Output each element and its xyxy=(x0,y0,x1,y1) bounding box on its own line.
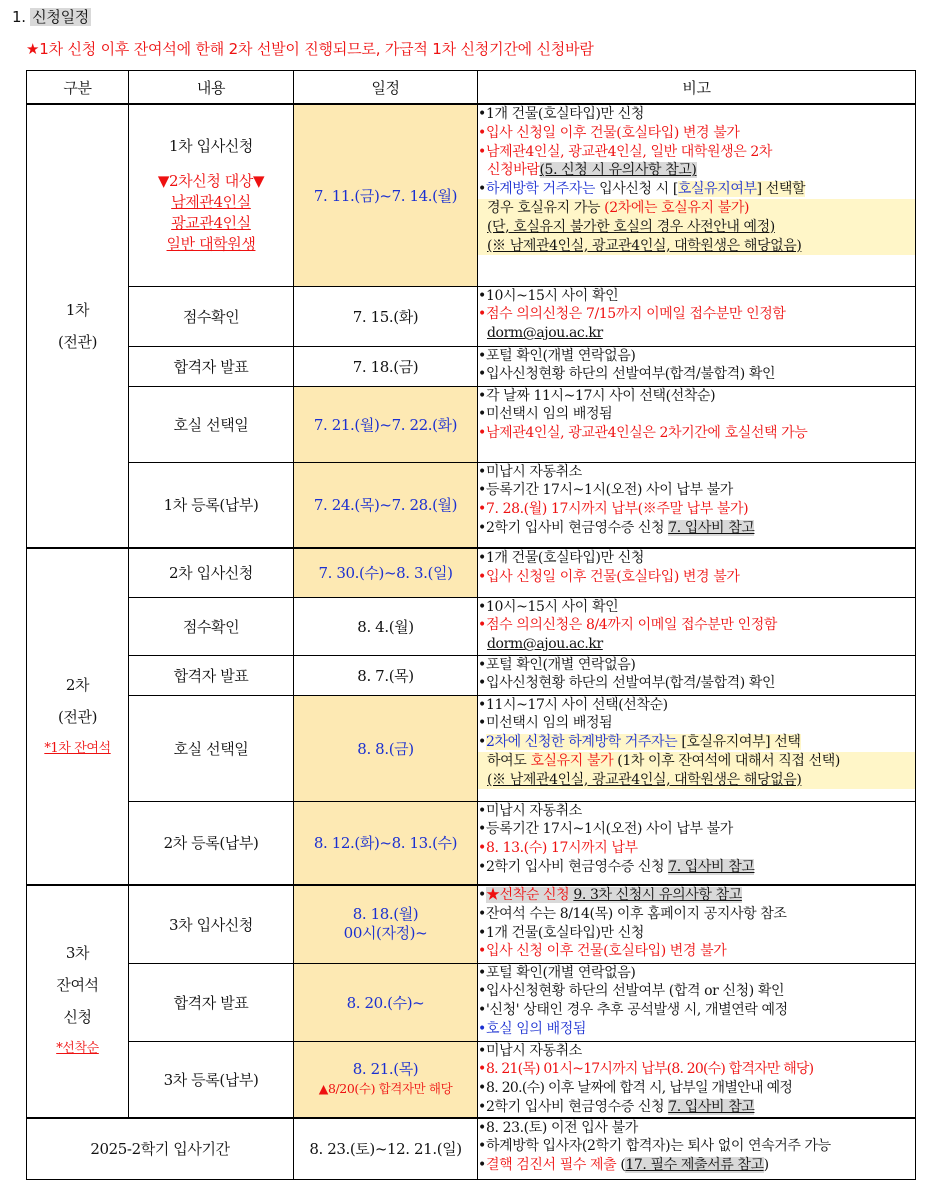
note-text: 하계방학 거주자는 xyxy=(486,181,596,198)
col-header-date: 일정 xyxy=(294,71,478,105)
round1-apply-sub3: 광교관4인실 xyxy=(171,213,251,232)
note-text: 8. 13.(수) 17시까지 납부 xyxy=(486,840,638,857)
round1-label-line2: (전관) xyxy=(57,333,98,351)
note-text: ] 선택할 xyxy=(756,181,806,198)
note-text: 7. 28.(월) 17시까지 납부(※주말 납부 불가) xyxy=(486,501,749,518)
round3-apply-title: 3차 입사신청 xyxy=(129,885,294,963)
period-notes: •8. 23.(토) 이전 입사 불가 •하계방학 입사자(2학기 합격자)는 퇴사 없이 연속거주 가능 •결핵 검진서 필수 제출 (17. 필수 제출서류 참고) xyxy=(478,1118,916,1180)
round1-label-line1: 1차 xyxy=(65,301,90,319)
round3-label-line2: 잔여석 xyxy=(56,976,99,995)
note-text: 미선택시 임의 배정됨 xyxy=(486,715,613,732)
note-text: ) xyxy=(763,1157,769,1174)
note-text: 경우 호실유지 가능 xyxy=(487,199,605,216)
col-header-remarks: 비고 xyxy=(478,71,916,105)
note-text: 남제관4인실, 광교관4인실은 2차기간에 호실선택 가능 xyxy=(486,425,808,442)
note-text: ( xyxy=(616,1157,626,1174)
round2-announce-date: 8. 7.(목) xyxy=(294,655,478,695)
round2-label xyxy=(27,548,129,885)
round3-announce-notes: •포털 확인(개별 연락없음) •입사신청현황 하단의 선발여부 (합격 or 신청) 확인 •'신청' 상태인 경우 추후 공석발생 시, 개별연락 예정 •호실 임의 배정됨 xyxy=(478,963,916,1041)
note-text: 미선택시 임의 배정됨 xyxy=(486,406,613,423)
round3-register-notes: •미납시 자동취소 •8. 21(목) 01시~17시까지 납부(8. 20(수) 합격자만 해당) •8. 20.(수) 이후 날짜에 합격 시, 납부일 개별안내 예정 •2학기 입사비 현금영수증 신청 7. 입사비 참고 xyxy=(478,1041,916,1118)
note-text: (단, 호실유지 불가한 호실의 경우 사전안내 예정) xyxy=(487,218,775,235)
note-text: (2차에는 호실유지 불가) xyxy=(604,199,750,216)
round1-apply-cell xyxy=(129,104,294,286)
note-text: 호실유지 불가 xyxy=(530,752,614,769)
round2-score-title: 점수확인 xyxy=(129,597,294,655)
note-text: 1개 건물(호실타입)만 신청 xyxy=(486,924,644,941)
table-row xyxy=(27,1118,916,1180)
table-row xyxy=(27,1041,916,1118)
note-text: [호실유지여부] 선택 xyxy=(681,734,801,751)
table-row xyxy=(27,885,916,963)
note-text: 입사신청 시 [ xyxy=(595,181,678,198)
note-reference: 7. 입사비 참고 xyxy=(668,1098,755,1115)
round1-announce-notes: •포털 확인(개별 연락없음) •입사신청현황 하단의 선발여부(합격/불합격) 확인 xyxy=(478,346,916,386)
note-text: 결핵 검진서 필수 제출 xyxy=(486,1157,617,1174)
round2-room-notes: •11시~17시 사이 선택(선착순) •미선택시 임의 배정됨 •2차에 신청한 하계방학 거주자는 [호실유지여부] 선택 하여도 호실유지 불가 (1차 이후 잔여석에 대해서 직접 선택) (※ 남제관4인실, 광교관4인실, 대학원생은 해당없음) xyxy=(478,695,916,801)
note-text: (※ 남제관4인실, 광교관4인실, 대학원생은 해당없음) xyxy=(487,237,802,254)
note-text: 호실 임의 배정됨 xyxy=(486,1020,586,1037)
note-text: 2학기 입사비 현금영수증 신청 xyxy=(486,858,669,875)
email-link[interactable]: dorm@ajou.ac.kr xyxy=(487,636,603,653)
note-text: 입사신청현황 하단의 선발여부(합격/불합격) 확인 xyxy=(486,366,776,383)
round3-apply-date-line2: 00시(자정)~ xyxy=(343,924,428,943)
note-text: 미납시 자동취소 xyxy=(486,1042,582,1059)
period-title: 2025-2학기 입사기간 xyxy=(27,1118,294,1180)
round3-announce-date: 8. 20.(수)~ xyxy=(294,963,478,1041)
note-text: 10시~15시 사이 확인 xyxy=(486,287,619,304)
round1-announce-title: 합격자 발표 xyxy=(129,346,294,386)
round1-score-title: 점수확인 xyxy=(129,286,294,346)
note-text: 포털 확인(개별 연락없음) xyxy=(486,656,636,673)
note-reference: (5. 신청 시 유의사항 참고) xyxy=(539,162,697,179)
note-reference: 7. 입사비 참고 xyxy=(668,519,755,536)
round1-register-notes: •미납시 자동취소 •등록기간 17시~1시(오전) 사이 납부 불가 •7. 28.(월) 17시까지 납부(※주말 납부 불가) •2학기 입사비 현금영수증 신청 7. 입사비 참고 xyxy=(478,462,916,548)
col-header-category: 구분 xyxy=(27,71,129,105)
note-text: 1개 건물(호실타입)만 신청 xyxy=(486,550,644,566)
section-number: 1. xyxy=(12,8,26,26)
round1-apply-date: 7. 11.(금)~7. 14.(월) xyxy=(294,104,478,286)
email-link[interactable]: dorm@ajou.ac.kr xyxy=(487,325,603,342)
note-text: 잔여석 수는 8/14(목) 이후 홈페이지 공지사항 참조 xyxy=(486,905,787,922)
round2-label-line2: (전관) xyxy=(57,707,98,726)
round1-announce-date: 7. 18.(금) xyxy=(294,346,478,386)
round3-label-line1: 3차 xyxy=(65,944,90,963)
round2-score-notes: •10시~15시 사이 확인 •점수 의의신청은 8/4까지 이메일 접수분만 인정함 dorm@ajou.ac.kr xyxy=(478,597,916,655)
note-text: 미납시 자동취소 xyxy=(486,802,582,819)
note-text: 포털 확인(개별 연락없음) xyxy=(486,347,636,364)
note-text: 등록기간 17시~1시(오전) 사이 납부 불가 xyxy=(486,821,733,838)
round3-label xyxy=(27,885,129,1118)
note-text: 1개 건물(호실타입)만 신청 xyxy=(486,106,644,122)
note-text: 입사신청현황 하단의 선발여부(합격/불합격) 확인 xyxy=(486,675,776,692)
round1-register-title: 1차 등록(납부) xyxy=(129,462,294,548)
note-text: 입사 신청일 이후 건물(호실타입) 변경 불가 xyxy=(486,124,740,141)
round1-score-notes: •10시~15시 사이 확인 •점수 의의신청은 7/15까지 이메일 접수분만 인정함 dorm@ajou.ac.kr xyxy=(478,286,916,346)
round1-room-title: 호실 선택일 xyxy=(129,386,294,462)
note-text: 11시~17시 사이 선택(선착순) xyxy=(486,696,668,713)
col-header-content: 내용 xyxy=(129,71,294,105)
round1-apply-title: 1차 입사신청 xyxy=(169,136,253,155)
note-text: 2학기 입사비 현금영수증 신청 xyxy=(486,1098,669,1115)
round2-label-line1: 2차 xyxy=(65,675,90,694)
round3-register-date-line1: 8. 21.(목) xyxy=(352,1060,419,1079)
note-text: 입사신청현황 하단의 선발여부 (합격 or 신청) 확인 xyxy=(486,983,785,1000)
note-reference: 7. 입사비 참고 xyxy=(668,858,755,875)
table-row xyxy=(27,963,916,1041)
round1-room-date: 7. 21.(월)~7. 22.(화) xyxy=(294,386,478,462)
schedule-table xyxy=(26,70,916,1180)
note-text: (※ 남제관4인실, 광교관4인실, 대학원생은 해당없음) xyxy=(487,771,802,788)
round2-announce-title: 합격자 발표 xyxy=(129,655,294,695)
note-text: '신청' 상태인 경우 추후 공석발생 시, 개별연락 예정 xyxy=(486,1002,788,1019)
section-heading xyxy=(12,6,91,27)
note-text: 점수 의의신청은 8/4까지 이메일 접수분만 인정함 xyxy=(486,617,777,634)
round3-apply-date xyxy=(294,885,478,963)
table-row xyxy=(27,462,916,548)
section-title: 신청일정 xyxy=(32,8,89,26)
round1-apply-sub1: ▼2차신청 대상▼ xyxy=(157,171,265,190)
round3-apply-date-line1: 8. 18.(월) xyxy=(352,905,419,924)
note-text: 미납시 자동취소 xyxy=(486,463,582,480)
table-row xyxy=(27,801,916,885)
round3-announce-title: 합격자 발표 xyxy=(129,963,294,1041)
round3-label-line4: *선착순 xyxy=(56,1041,99,1057)
note-text: 하계방학 입사자(2학기 합격자)는 퇴사 없이 연속거주 가능 xyxy=(486,1138,831,1155)
note-reference: 17. 필수 제출서류 참고 xyxy=(625,1157,764,1174)
note-text: 점수 의의신청은 7/15까지 이메일 접수분만 인정함 xyxy=(486,306,786,323)
round2-score-date: 8. 4.(월) xyxy=(294,597,478,655)
period-date: 8. 23.(토)~12. 21.(일) xyxy=(294,1118,478,1180)
round1-apply-sub4: 일반 대학원생 xyxy=(166,234,256,253)
round3-label-line3: 신청 xyxy=(63,1008,92,1027)
round3-register-title: 3차 등록(납부) xyxy=(129,1041,294,1118)
note-text: 10시~15시 사이 확인 xyxy=(486,598,619,615)
round2-room-title: 호실 선택일 xyxy=(129,695,294,801)
round1-label xyxy=(27,104,129,548)
round1-apply-sub2: 남제관4인실 xyxy=(171,192,251,211)
note-text: ★선착순 신청 xyxy=(486,887,570,903)
priority-notice: ★1차 신청 이후 잔여석에 한해 2차 선발이 진행되므로, 가급적 1차 신청기간에 신청바람 xyxy=(26,40,594,58)
round2-room-date: 8. 8.(금) xyxy=(294,695,478,801)
note-text: 호실유지여부 xyxy=(677,181,757,198)
round2-apply-title: 2차 입사신청 xyxy=(129,548,294,597)
note-text: 등록기간 17시~1시(오전) 사이 납부 불가 xyxy=(486,482,733,499)
table-row xyxy=(27,655,916,695)
round1-score-date: 7. 15.(화) xyxy=(294,286,478,346)
table-row xyxy=(27,548,916,597)
round1-apply-notes: •1개 건물(호실타입)만 신청 •입사 신청일 이후 건물(호실타입) 변경 불가 •남제관4인실, 광교관4인실, 일반 대학원생은 2차 신청바람(5. 신청 시 유의사항 참고) •하계방학 거주자는 입사신청 시 [호실유지여부] 선택할 경우 호실유지 가능 (2차에는 호실유지 불가) (단, 호실유지 불가한 호실의 경우 사전안내 예정) (※ 남제관4인실, 광교관4인실, 대학원생은 해당없음) xyxy=(478,104,916,286)
round2-announce-notes: •포털 확인(개별 연락없음) •입사신청현황 하단의 선발여부(합격/불합격) 확인 xyxy=(478,655,916,695)
note-text: 포털 확인(개별 연락없음) xyxy=(486,964,636,981)
note-text: 2학기 입사비 현금영수증 신청 xyxy=(486,519,669,536)
note-text: (1차 이후 잔여석에 대해서 직접 선택) xyxy=(613,752,840,769)
note-text: 각 날짜 11시~17시 사이 선택(선착순) xyxy=(486,387,716,404)
note-text: 8. 23.(토) 이전 입사 불가 xyxy=(486,1119,638,1136)
round2-register-notes: •미납시 자동취소 •등록기간 17시~1시(오전) 사이 납부 불가 •8. 13.(수) 17시까지 납부 •2학기 입사비 현금영수증 신청 7. 입사비 참고 xyxy=(478,801,916,885)
table-row xyxy=(27,104,916,286)
round2-register-date: 8. 12.(화)~8. 13.(수) xyxy=(294,801,478,885)
table-header-row xyxy=(27,71,916,105)
note-reference: 9. 3차 신청시 유의사항 참고 xyxy=(573,887,742,903)
round2-register-title: 2차 등록(납부) xyxy=(129,801,294,885)
round3-register-date xyxy=(294,1041,478,1118)
note-text: 남제관4인실, 광교관4인실, 일반 대학원생은 2차 xyxy=(486,143,773,160)
table-row xyxy=(27,386,916,462)
table-row xyxy=(27,597,916,655)
round2-apply-date: 7. 30.(수)~8. 3.(일) xyxy=(294,548,478,597)
note-text: 신청바람 xyxy=(487,162,540,179)
table-row xyxy=(27,346,916,386)
round2-apply-notes: •1개 건물(호실타입)만 신청 •입사 신청일 이후 건물(호실타입) 변경 불가 xyxy=(478,548,916,597)
note-text: 하여도 xyxy=(487,752,531,769)
round1-register-date: 7. 24.(목)~7. 28.(월) xyxy=(294,462,478,548)
round3-apply-notes: •★선착순 신청 9. 3차 신청시 유의사항 참고 •잔여석 수는 8/14(목) 이후 홈페이지 공지사항 참조 •1개 건물(호실타입)만 신청 •입사 신청 이후 건물(호실타입) 변경 불가 xyxy=(478,885,916,963)
note-text: 입사 신청 이후 건물(호실타입) 변경 불가 xyxy=(486,943,727,960)
table-row xyxy=(27,286,916,346)
round3-register-date-line2: ▲8/20(수) 합격자만 해당 xyxy=(318,1081,453,1097)
note-text: 입사 신청일 이후 건물(호실타입) 변경 불가 xyxy=(486,568,740,585)
note-text: 8. 21(목) 01시~17시까지 납부(8. 20(수) 합격자만 해당) xyxy=(486,1061,814,1078)
note-text: 2차에 신청한 하계방학 거주자는 xyxy=(486,734,682,751)
round2-label-line3: *1차 잔여석 xyxy=(44,740,111,756)
note-text: 8. 20.(수) 이후 날짜에 합격 시, 납부일 개별안내 예정 xyxy=(486,1080,793,1097)
round1-room-notes: •각 날짜 11시~17시 사이 선택(선착순) •미선택시 임의 배정됨 •남제관4인실, 광교관4인실은 2차기간에 호실선택 가능 xyxy=(478,386,916,462)
table-row xyxy=(27,695,916,801)
